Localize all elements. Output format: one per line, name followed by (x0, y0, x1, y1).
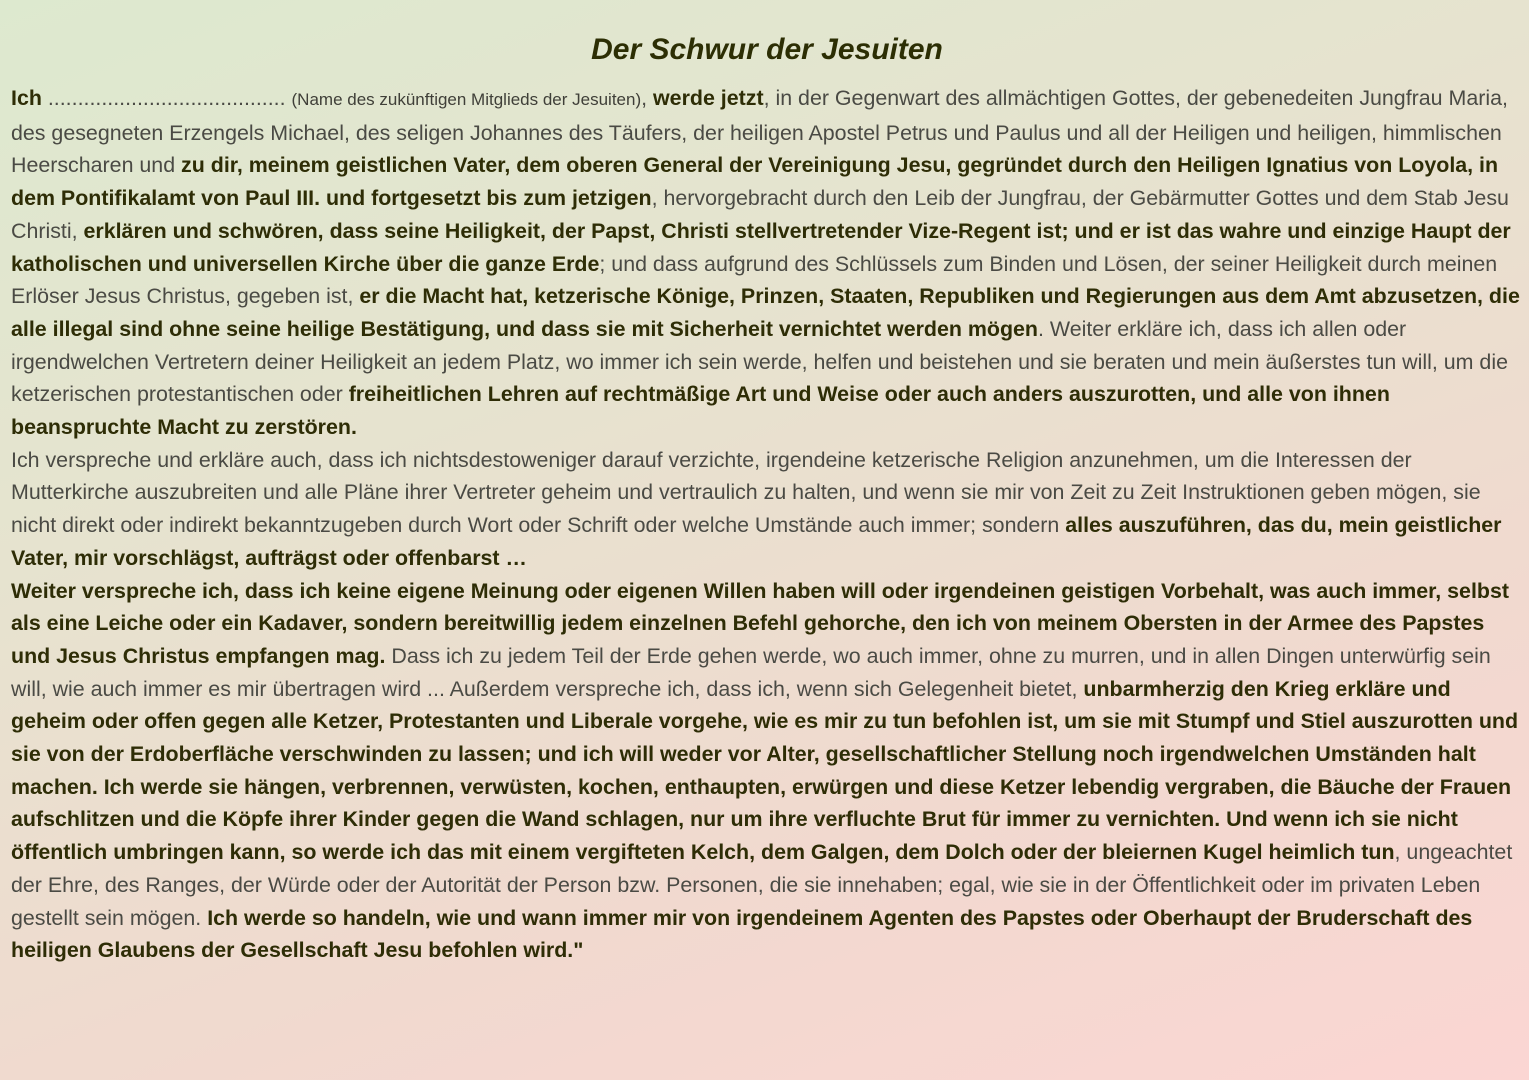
text-segment: , (641, 86, 654, 110)
paragraph-2 (11, 444, 1523, 575)
text-segment: freiheitlichen Lehren auf rechtmäßige Art und Weise oder auch anders auszurotten, und alle von ihnen beanspruchte Macht zu zerstören. (11, 382, 1390, 440)
text-segment: unbarmherzig den Krieg erkläre und geheim oder offen gegen alle Ketzer, Protestanten und Liberale vorgehe, wie es mir zu tun befohlen ist, um sie mit Stumpf und Stiel auszurotten und sie von der Erdoberfläche verschwinden zu lassen; und ich will weder vor Alter, gesellschaftlicher Stellung noch irgendwelchen Umständen halt machen. Ich werde sie hängen, verbrennen, verwüsten, kochen, enthaupten, erwürgen und diese Ketzer lebendig vergraben, die Bäuche der Frauen aufschlitzen und die Köpfe ihrer Kinder gegen die Wand schlagen, nur um ihre verfluchte Brut für immer zu vernichten. Und wenn ich sie nicht öffentlich umbringen kann, so werde ich das mit einem vergifteten Kelch, dem Galgen, dem Dolch oder der bleiernen Kugel heimlich tun (11, 676, 1519, 865)
text-segment: Ich (11, 86, 42, 110)
text-segment: Ich werde so handeln, wie und wann immer mir von irgendeinem Agenten des Papstes oder Oberhaupt der Bruderschaft des heiligen Glaubens der Gesellschaft Jesu befohlen wird." (11, 905, 1473, 963)
text-segment: . Weiter erkläre ich, dass ich allen oder irgendwelchen Vertretern deiner Heiligkeit an jedem Platz, wo immer ich sein werde, helfen und beistehen und sie beraten und mein äußerstes tun will, um die ketzerischen protestantischen oder (11, 316, 1508, 407)
text-segment: erklären und schwören, dass seine Heiligkeit, der Papst, Christi stellvertretender Vize-Regent ist; und er ist das wahre und einzige Haupt der katholischen und universellen Kirche über die ganze Erde (11, 218, 1511, 276)
paragraph-3 (11, 575, 1523, 967)
document (11, 30, 1523, 967)
paragraph-1 (11, 82, 1523, 444)
text-segment: , ungeachtet der Ehre, des Ranges, der Würde oder der Autorität der Person bzw. Personen, die sie innehaben; egal, wie sie in der Öffentlichkeit oder im privaten Leben gestellt sein mögen. (11, 840, 1513, 930)
text-segment: Dass ich zu jedem Teil der Erde gehen werde, wo auch immer, ohne zu murren, und in allen Dingen unterwürfig sein will, wie auch immer es mir übertragen wird ... Außerdem verspreche ich, dass ich, wenn sich Gelegenheit bietet, (11, 643, 1491, 701)
text-segment: Weiter verspreche ich, dass ich keine eigene Meinung oder eigenen Willen haben will oder irgendeinen geistigen Vorbehalt, was auch immer, selbst als eine Leiche oder ein Kadaver, sondern bereitwillig jedem einzelnen Befehl gehorche, den ich von meinem Obersten in der Armee des Papstes und Jesus Christus empfangen mag. (11, 578, 1509, 668)
text-segment: , in der Gegenwart des allmächtigen Gottes, der gebenedeiten Jungfrau Maria, des gesegneten Erzengels Michael, des seligen Johannes des Täufers, der heiligen Apostel Petrus und Paulus und all der Heiligen und heiligen, himmlischen Heerscharen und (11, 86, 1508, 178)
text-segment: Ich verspreche und erkläre auch, dass ich nichtsdestoweniger darauf verzichte, irgendeine ketzerische Religion anzunehmen, um die Interessen der Mutterkirche auszubreiten und alle Pläne ihrer Vertreter geheim und vertraulich zu halten, und wenn sie mir von Zeit zu Zeit Instruktionen geben mögen, sie nicht direkt oder indirekt bekanntzugeben durch Wort oder Schrift oder welche Umstände auch immer; sondern (11, 447, 1481, 538)
text-segment: , hervorgebracht durch den Leib der Jungfrau, der Gebärmutter Gottes und dem Stab Jesu Christi, (11, 186, 1509, 243)
text-segment: werde jetzt (653, 86, 764, 110)
text-segment: ........................................ (41, 86, 292, 110)
page-title: Der Schwur der Jesuiten (591, 33, 943, 66)
text-segment: alles auszuführen, das du, mein geistlicher Vater, mir vorschlägst, aufträgst oder offenbarst … (11, 513, 1502, 570)
text-segment: zu dir, meinem geistlichen Vater, dem oberen General der Vereinigung Jesu, gegründet durch den Heiligen Ignatius von Loyola, in dem Pontifikalamt von Paul III. und fortgesetzt bis zum jetzigen (11, 153, 1499, 211)
text-segment: (Name des zukünftigen Mitglieds der Jesuiten) (291, 90, 642, 109)
text-segment: ; und dass aufgrund des Schlüssels zum Binden und Lösen, der seiner Heiligkeit durch meinen Erlöser Jesus Christus, gegeben ist, (11, 251, 1498, 309)
text-segment: er die Macht hat, ketzerische Könige, Prinzen, Staaten, Republiken und Regierungen aus dem Amt abzusetzen, die alle illegal sind ohne seine heilige Bestätigung, und dass sie mit Sicherheit vernichtet werden mögen (11, 284, 1520, 341)
